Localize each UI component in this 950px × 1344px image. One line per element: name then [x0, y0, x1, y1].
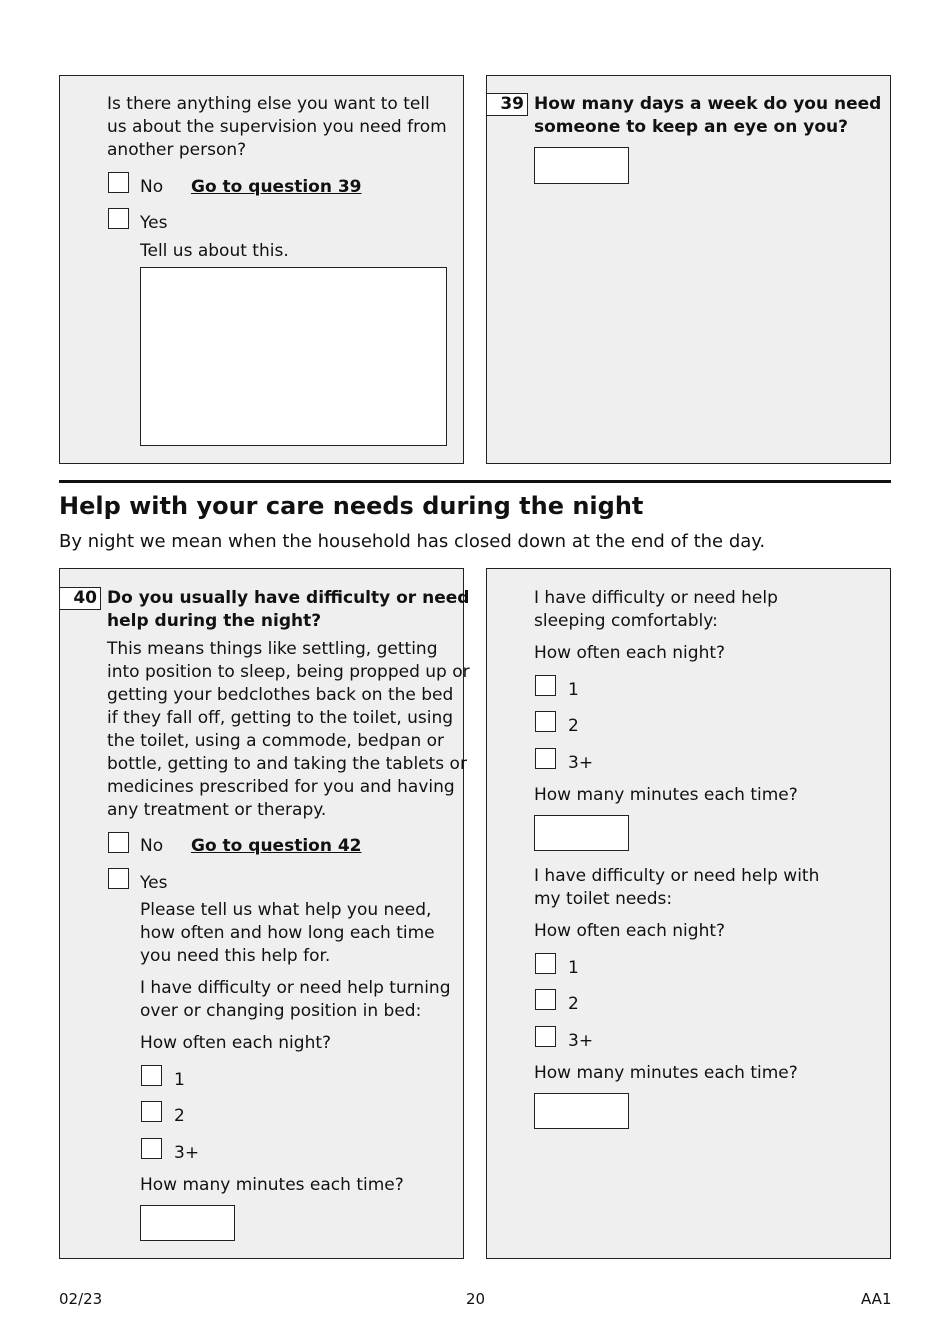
section-title: Help with your care needs during the night [59, 492, 644, 520]
question-39-text-line2: someone to keep an eye on you? [534, 117, 848, 137]
sleeping-option-1-checkbox[interactable] [535, 675, 556, 696]
supervision-other-no-checkbox[interactable] [108, 172, 129, 193]
turning-option-2-checkbox[interactable] [141, 1101, 162, 1122]
question-40-explanation-line1: This means things like settling, getting [107, 639, 438, 659]
supervision-other-question-line2: us about the supervision you need from [107, 117, 447, 137]
footer-page-number: 20 [466, 1290, 486, 1308]
section-divider [59, 480, 891, 483]
footer-date: 02/23 [59, 1290, 103, 1308]
question-39-panel [486, 75, 891, 464]
supervision-other-yes-checkbox[interactable] [108, 208, 129, 229]
sleeping-heading-line2: sleeping comfortably: [534, 611, 718, 631]
question-40-number: 40 [60, 587, 101, 610]
sleeping-heading-line1: I have difficulty or need help [534, 588, 778, 608]
question-40-no-checkbox[interactable] [108, 832, 129, 853]
toilet-option-3plus-label: 3+ [568, 1031, 594, 1051]
question-40-yes-checkbox[interactable] [108, 868, 129, 889]
sleeping-option-3plus-label: 3+ [568, 753, 594, 773]
toilet-option-1-checkbox[interactable] [535, 953, 556, 974]
turning-option-1-label: 1 [174, 1070, 185, 1090]
supervision-other-tell-us-label: Tell us about this. [140, 241, 289, 261]
turning-option-1-checkbox[interactable] [141, 1065, 162, 1086]
question-40-explanation-line5: the toilet, using a commode, bedpan or [107, 731, 445, 751]
toilet-option-2-checkbox[interactable] [535, 989, 556, 1010]
go-to-question-42-link[interactable]: Go to question 42 [191, 836, 362, 856]
sleeping-how-often: How often each night? [534, 643, 726, 663]
question-40-text-line1: Do you usually have difficulty or need [107, 588, 470, 608]
toilet-minutes-label: How many minutes each time? [534, 1063, 798, 1083]
yes-help-line2: how often and how long each time [140, 923, 435, 943]
turning-option-2-label: 2 [174, 1106, 185, 1126]
supervision-other-question-line1: Is there anything else you want to tell [107, 94, 430, 114]
toilet-option-3plus-checkbox[interactable] [535, 1026, 556, 1047]
turning-minutes-label: How many minutes each time? [140, 1175, 404, 1195]
toilet-how-often: How often each night? [534, 921, 726, 941]
yes-help-line3: you need this help for. [140, 946, 331, 966]
toilet-heading-line2: my toilet needs: [534, 889, 673, 909]
toilet-minutes-input[interactable] [534, 1093, 629, 1129]
turning-heading-line1: I have difficulty or need help turning [140, 978, 451, 998]
turning-how-often: How often each night? [140, 1033, 332, 1053]
turning-minutes-input[interactable] [140, 1205, 235, 1241]
question-40-explanation-line2: into position to sleep, being propped up or [107, 662, 470, 682]
sleeping-option-2-checkbox[interactable] [535, 711, 556, 732]
question-40-explanation-line4: if they fall off, getting to the toilet, using [107, 708, 454, 728]
footer-form-code: AA1 [861, 1290, 892, 1308]
toilet-option-2-label: 2 [568, 994, 579, 1014]
turning-option-3plus-label: 3+ [174, 1143, 200, 1163]
sleeping-minutes-label: How many minutes each time? [534, 785, 798, 805]
question-40-continued-panel [486, 568, 891, 1259]
supervision-other-no-label: No [140, 177, 164, 197]
question-40-panel [59, 568, 470, 1259]
supervision-other-panel [59, 75, 464, 464]
question-40-no-label: No [140, 836, 164, 856]
supervision-other-yes-label: Yes [140, 213, 168, 233]
question-39-number: 39 [487, 93, 528, 116]
section-intro: By night we mean when the household has closed down at the end of the day. [59, 531, 766, 552]
sleeping-option-1-label: 1 [568, 680, 579, 700]
toilet-heading-line1: I have difficulty or need help with [534, 866, 820, 886]
turning-option-3plus-checkbox[interactable] [141, 1138, 162, 1159]
question-40-explanation-line7: medicines prescribed for you and having [107, 777, 455, 797]
yes-help-line1: Please tell us what help you need, [140, 900, 432, 920]
go-to-question-39-link[interactable]: Go to question 39 [191, 177, 362, 197]
sleeping-minutes-input[interactable] [534, 815, 629, 851]
supervision-other-question-line3: another person? [107, 140, 247, 160]
question-40-text-line2: help during the night? [107, 611, 322, 631]
toilet-option-1-label: 1 [568, 958, 579, 978]
question-39-text-line1: How many days a week do you need [534, 94, 882, 114]
days-per-week-input[interactable] [534, 147, 629, 184]
question-40-yes-label: Yes [140, 873, 168, 893]
turning-heading-line2: over or changing position in bed: [140, 1001, 422, 1021]
question-40-explanation-line6: bottle, getting to and taking the tablets or [107, 754, 467, 774]
question-40-explanation-line8: any treatment or therapy. [107, 800, 327, 820]
sleeping-option-2-label: 2 [568, 716, 579, 736]
sleeping-option-3plus-checkbox[interactable] [535, 748, 556, 769]
supervision-other-textarea[interactable] [140, 267, 447, 446]
question-40-explanation-line3: getting your bedclothes back on the bed [107, 685, 454, 705]
